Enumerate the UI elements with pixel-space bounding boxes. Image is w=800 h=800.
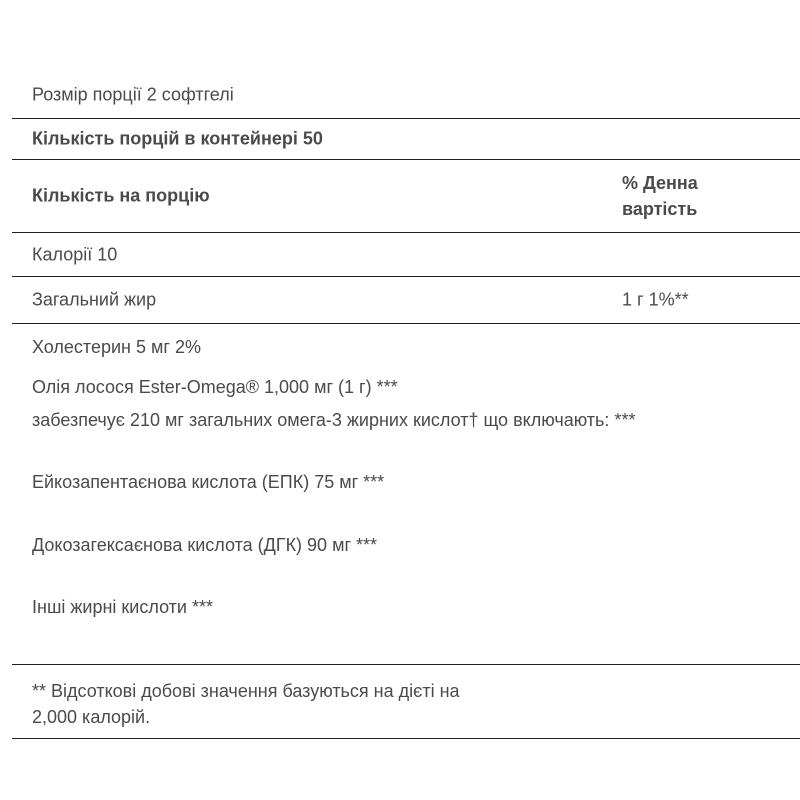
table-header-row (12, 160, 800, 233)
servings-per-container-text: Кількість порцій в контейнері 50 (32, 128, 323, 149)
daily-value-footnote (32, 678, 592, 730)
daily-value-header-line1: % Денна (622, 173, 698, 193)
nutrients-block (12, 324, 800, 665)
total-fat-row (12, 277, 800, 324)
epa-text: Ейкозапентаєнова кислота (ЕПК) 75 мг *** (32, 472, 385, 492)
serving-size-row (12, 72, 800, 119)
salmon-oil-text: Олія лосося Ester-Omega® 1,000 мг (1 г) *** (32, 377, 398, 397)
omega3-provides-text: забезпечує 210 мг загальних омега-3 жирних кислот† що включають: *** (32, 410, 636, 430)
cholesterol-text: Холестерин 5 мг 2% (32, 337, 201, 357)
dha-text: Докозагексаєнова кислота (ДГК) 90 мг *** (32, 535, 378, 555)
calories-text: Калорії 10 (32, 244, 118, 264)
footnote-row (12, 665, 800, 739)
servings-per-container-row (12, 119, 800, 160)
total-fat-value: 1 г 1%** (622, 289, 689, 310)
daily-value-header-line2: вартість (622, 199, 698, 219)
serving-size-text: Розмір порції 2 софтгелі (32, 84, 234, 105)
amount-per-serving-header: Кількість на порцію (32, 185, 210, 206)
daily-value-header (622, 170, 698, 222)
calories-row (12, 233, 800, 277)
total-fat-label: Загальний жир (32, 289, 157, 310)
footnote-line2: 2,000 калорій. (32, 707, 151, 727)
supplement-facts-table (12, 72, 800, 739)
other-fatty-acids-text: Інші жирні кислоти *** (32, 597, 213, 617)
footnote-line1: ** Відсоткові добові значення базуються на дієті на (32, 681, 460, 701)
